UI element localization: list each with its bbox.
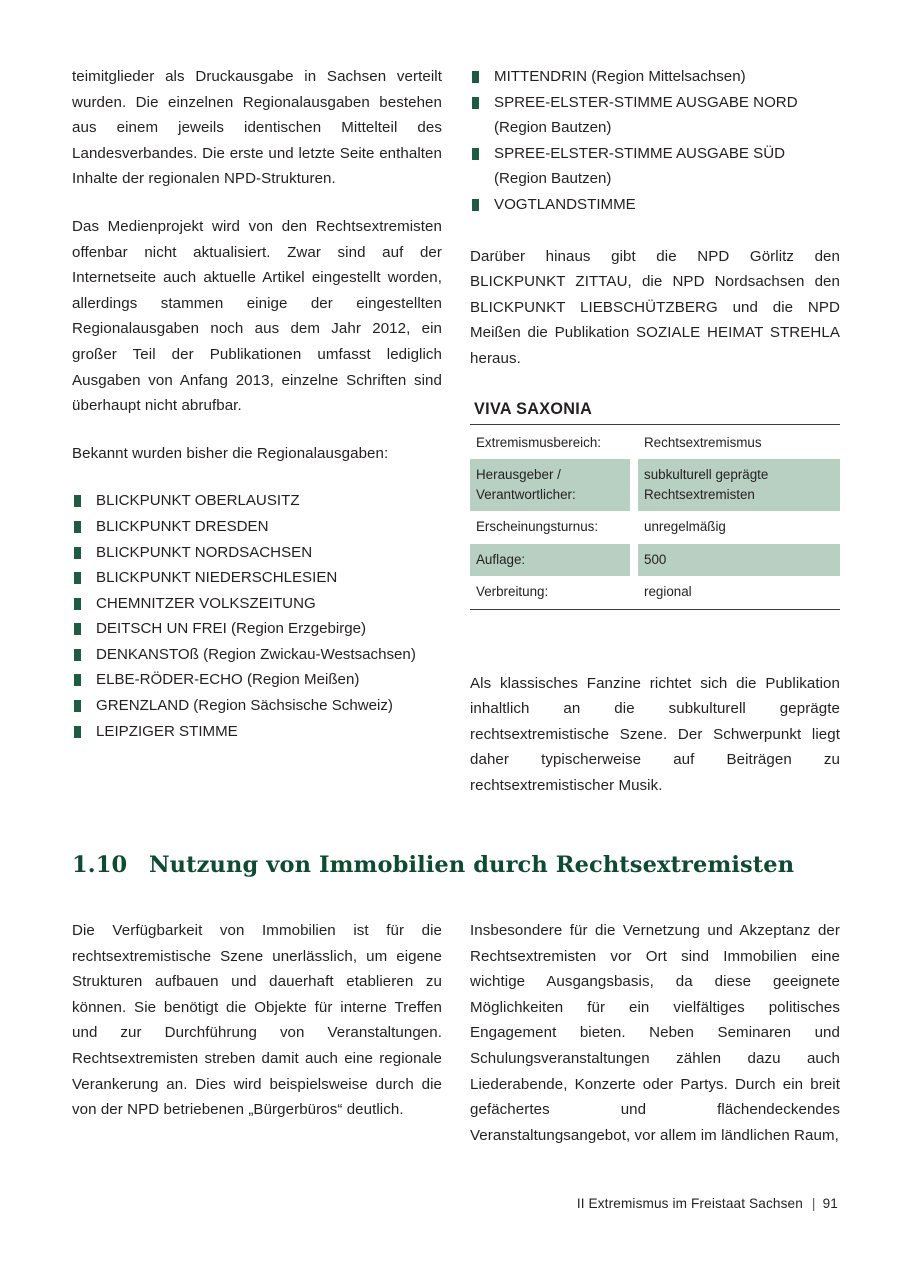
list-item [72,693,442,719]
list-item [470,64,840,90]
table-cell-label: Erscheinungsturnus: [476,519,599,535]
publication-list-left [72,488,442,744]
list-item [72,591,442,617]
footer-separator: | [811,1196,816,1211]
list-item [72,514,442,540]
list-item [72,540,442,566]
square-bullet-icon [74,572,81,584]
page-number: 91 [822,1196,838,1211]
table-cell-value: unregelmäßig [644,519,726,535]
info-box-title: VIVA SAXONIA [474,399,593,418]
table-cell-value: 500 [638,544,840,577]
left-column-bottom [72,918,442,1123]
paragraph: Bekannt wurden bisher die Regionalausgaben: [72,444,389,462]
list-item-label: BLICKPUNKT NORDSACHSEN [96,543,313,561]
table-row [470,576,840,609]
info-table [470,424,840,610]
right-column-top [470,64,840,799]
list-item-label: BLICKPUNKT DRESDEN [96,517,269,535]
page-footer [0,1196,838,1211]
square-bullet-icon [74,700,81,712]
table-cell-label: Auflage: [470,544,630,577]
section-heading [72,852,862,878]
table-cell-value: Rechtsextremismus [644,434,762,450]
square-bullet-icon [472,71,479,83]
list-item [72,667,442,693]
section-number: 1.10 [72,852,128,878]
info-box-viva-saxonia [470,400,840,610]
square-bullet-icon [74,649,81,661]
list-item [72,616,442,642]
list-item [72,719,442,745]
paragraph: teimitglieder als Druckausgabe in Sachsen verteilt wurden. Die einzelnen Regionalausgaben bestehen aus einem jeweils identischen Mittelteil des Landesverbandes. Die erste und letzte Seite enthalten Inhalte der regionalen NPD-Strukturen. [72,68,442,188]
table-row [470,425,840,460]
list-item [72,565,442,591]
square-bullet-icon [74,623,81,635]
list-item [470,90,840,141]
square-bullet-icon [74,726,81,738]
list-item-label: ELBE-RÖDER-ECHO (Region Meißen) [96,671,360,689]
table-cell-label: Herausgeber / Verantwortlicher: [470,459,630,511]
list-item [72,642,442,668]
table-column-gap [630,459,638,511]
right-column-bottom [470,918,840,1148]
square-bullet-icon [74,598,81,610]
paragraph: Die Verfügbarkeit von Immobilien ist für die rechtsextremistische Szene unerlässlich, um eigene Strukturen aufbauen und dauerhaft etablieren zu können. Sie benötigt die Objekte für interne Treffen und zur Durchführung von Veranstaltungen. Rechtsextremisten streben damit auch eine regionale Verankerung an. Dies wird beispielsweise durch die von der NPD betriebenen „Bürgerbüros“ deutlich. [72,922,442,1119]
square-bullet-icon [472,148,479,160]
publication-list-right [470,64,840,218]
list-item-label: DEITSCH UN FREI (Region Erzgebirge) [96,620,367,638]
list-item-label: CHEMNITZER VOLKSZEITUNG [96,594,316,612]
table-row [470,459,840,511]
list-item-label: BLICKPUNKT NIEDERSCHLESIEN [96,569,338,587]
table-cell-label: Extremismusbereich: [476,434,602,450]
square-bullet-icon [74,547,81,559]
section-title: Nutzung von Immobilien durch Rechtsextremisten [149,852,795,878]
list-item-label: SPREE-ELSTER-STIMME AUSGABE NORD (Region Bautzen) [494,93,798,137]
paragraph: Darüber hinaus gibt die NPD Görlitz den BLICKPUNKT ZITTAU, die NPD Nordsachsen den BLICKPUNKT LIEBSCHÜTZBERG und die NPD Meißen die Publikation SOZIALE HEIMAT STREHLA heraus. [470,247,840,367]
table-cell-label: Verbreitung: [476,584,549,600]
list-item-label: BLICKPUNKT OBERLAUSITZ [96,492,300,510]
table-column-gap [630,544,638,577]
square-bullet-icon [74,674,81,686]
list-item-label: MITTENDRIN (Region Mittelsachsen) [494,68,746,85]
left-column-top [72,64,442,744]
list-item [470,192,840,218]
table-cell-value: regional [644,584,692,600]
table-row [470,544,840,577]
list-item-label: GRENZLAND (Region Sächsische Schweiz) [96,697,393,715]
square-bullet-icon [74,521,81,533]
footer-title: II Extremismus im Freistaat Sachsen [576,1196,803,1211]
table-column-gap [630,425,638,460]
list-item-label: SPREE-ELSTER-STIMME AUSGABE SÜD (Region Bautzen) [494,144,786,188]
list-item-label: LEIPZIGER STIMME [96,722,238,740]
square-bullet-icon [472,97,479,109]
list-item-label: VOGTLANDSTIMME [494,195,636,213]
table-column-gap [630,511,638,544]
table-cell-value: subkulturell geprägte Rechtsextremisten [638,459,840,511]
list-item [470,141,840,192]
paragraph: Als klassisches Fanzine richtet sich die Publikation inhaltlich an die subkulturell geprägte rechtsextremistische Szene. Der Schwerpunkt liegt daher typischerweise auf Beiträgen zu rechtsextremistischer Musik. [470,674,840,794]
square-bullet-icon [74,495,81,507]
square-bullet-icon [472,199,479,211]
table-column-gap [630,576,638,609]
paragraph: Das Medienprojekt wird von den Rechtsextremisten offenbar nicht aktualisiert. Zwar sind auf der Internetseite auch aktuelle Artikel eingestellt worden, allerdings stammen einige der eingestellten Regionalausgaben noch aus dem Jahr 2012, ein großer Teil der Publikationen umfasst lediglich Ausgaben von Anfang 2013, einzelne Schriften sind überhaupt nicht abrufbar. [72,217,442,415]
paragraph: Insbesondere für die Vernetzung und Akzeptanz der Rechtsextremisten vor Ort sind Immobilien eine wichtige Ausgangsbasis, da diese geeignete Möglichkeiten für ein vielfältiges politisches Engagement bieten. Neben Seminaren und Schulungsveranstaltungen zählen dazu auch Liederabende, Konzerte oder Partys. Durch ein breit gefächertes und flächendeckendes Veranstaltungsangebot, vor allem im ländlichen Raum, [470,922,840,1144]
list-item-label: DENKANSTOß (Region Zwickau-Westsachsen) [96,645,416,663]
table-row [470,511,840,544]
list-item [72,488,442,514]
